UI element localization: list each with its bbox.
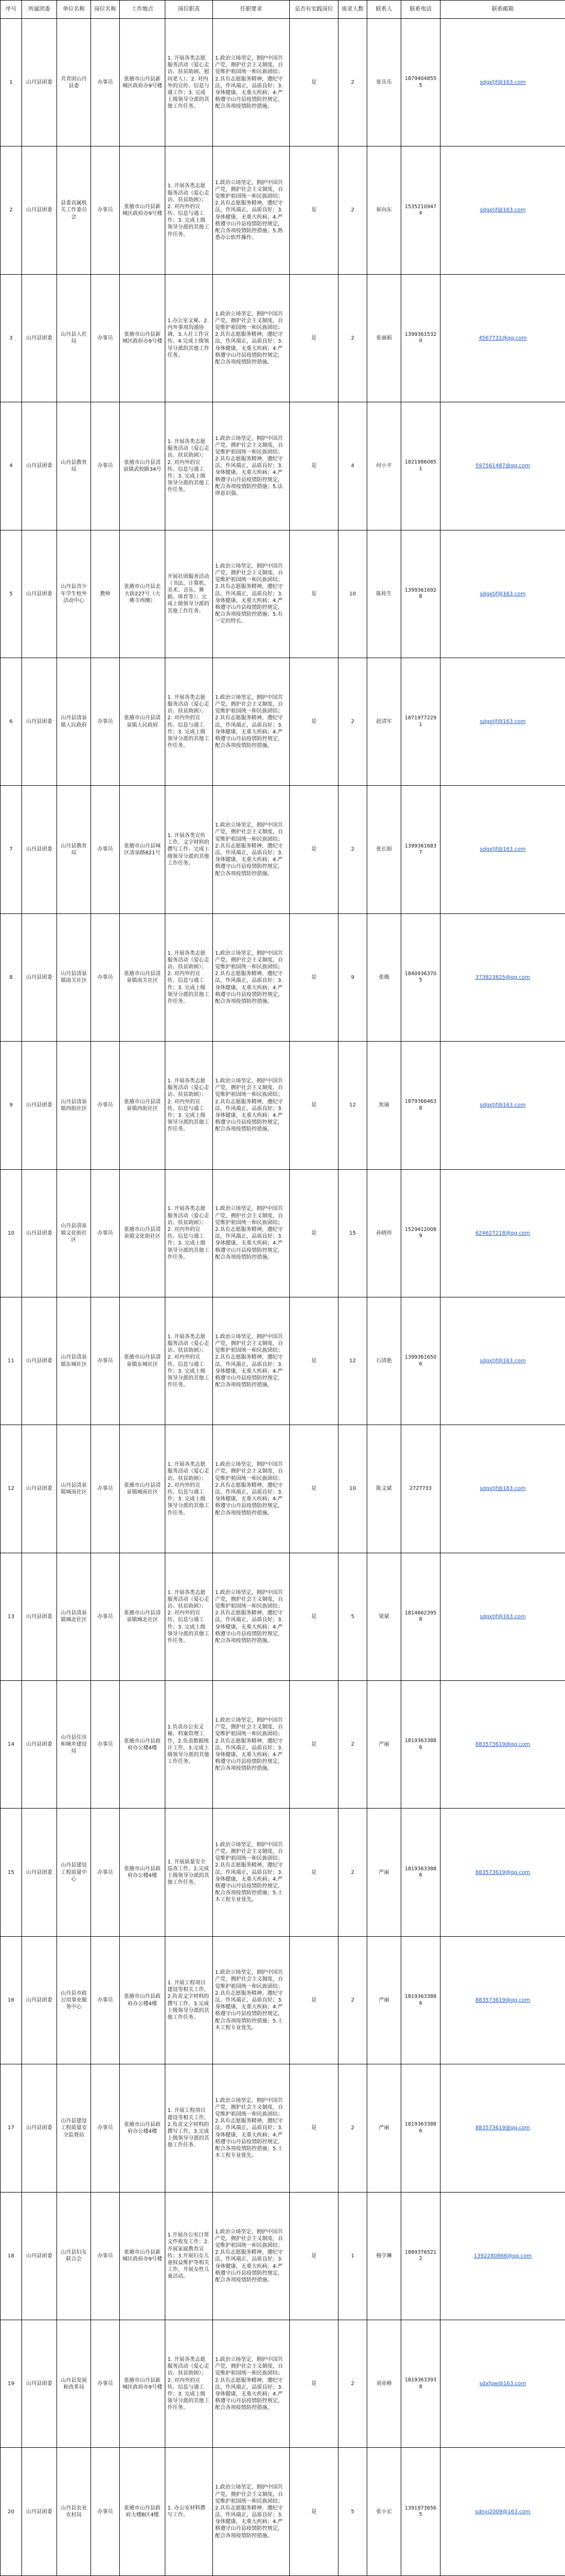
cell-practice: 是: [290, 786, 338, 913]
table-body: [1, 19, 565, 2576]
cell-unit: 山丹县清泉镇西街社区: [57, 1042, 91, 1169]
cell-email: [440, 1809, 565, 1936]
email-link[interactable]: sdgxtjf@163.com: [480, 719, 526, 725]
cell-practice: 是: [290, 402, 338, 530]
cell-org: 山丹县团委: [22, 2448, 57, 2575]
cell-contact: 张小宏: [367, 2448, 401, 2575]
cell-task: 1.政治立场坚定，拥护中国共产党，拥护社会主义制度，自觉维护祖国统一和民族团结；2.具有志愿服务精神，遵纪守法，作风端正，品质良好；3.身体健康，无重大疾病；4.严格遵守山丹县疫情防控规定，配合各项疫情防控措施。: [213, 19, 290, 146]
cell-contact: 石清艳: [367, 1297, 401, 1425]
cell-practice: 是: [290, 658, 338, 785]
table-row: [1, 1169, 565, 1297]
cell-no: 11: [1, 1297, 22, 1425]
email-link[interactable]: 4567731@qq.com: [479, 335, 527, 341]
email-link[interactable]: 883573619@qq.com: [476, 2125, 530, 2131]
cell-unit: 县委直属机关工作委员会: [57, 146, 91, 274]
cell-org: 山丹县团委: [22, 274, 57, 402]
cell-post: 办事员: [91, 2320, 120, 2448]
cell-unit: 山丹县清泉镇人民政府: [57, 658, 91, 785]
cell-place: 张掖市山丹县政府办公楼4楼: [120, 1936, 165, 2064]
cell-org: 山丹县团委: [22, 1297, 57, 1425]
cell-task: 1.政治立场坚定，拥护中国共产党，拥护社会主义制度，自觉维护祖国统一和民族团结；2.具有志愿服务精神，遵纪守法，作风端正，品质良好；3.身体健康，无重大疾病；4.严格遵守山丹县疫情防控规定，配合各项疫情防控措施；5.土木工程专业优先。: [213, 1936, 290, 2064]
cell-post: 教师: [91, 530, 120, 658]
table-row: [1, 1042, 565, 1169]
cell-post: 办事员: [91, 402, 120, 530]
table-row: [1, 658, 565, 785]
cell-place: 张掖市山丹县政府办公楼4楼: [120, 2064, 165, 2192]
cell-contact: 刘业峰: [367, 2320, 401, 2448]
cell-post: 办事员: [91, 2192, 120, 2320]
table-row: [1, 1809, 565, 1936]
cell-phone: 2727733: [401, 1425, 440, 1553]
cell-task: 1.政治立场坚定，拥护中国共产党，拥护社会主义制度，自觉维护祖国统一和民族团结；2.具有志愿服务精神，遵纪守法，作风端正，品质良好；3.身体健康，无重大疾病；4.严格遵守山丹县疫情防控规定，配合各项疫情防控措施；5.有一定的特长。: [213, 530, 290, 658]
cell-task: 1.政治立场坚定，拥护中国共产党，拥护社会主义制度，自觉维护祖国统一和民族团结；2.具有志愿服务精神，遵纪守法，作风端正，品质良好；3.身体健康，无重大疾病；4.严格遵守山丹县疫情防控规定，配合各项疫情防控措施。: [213, 1425, 290, 1553]
cell-no: 5: [1, 530, 22, 658]
cell-org: 山丹县团委: [22, 530, 57, 658]
cell-need: 5: [338, 1553, 367, 1680]
cell-duty: 1. 开展各类志愿服务活动（爱心走访、扶贫助困）；2. 对内外的宣传、信息与通工作；3. 完成上级领导分派的其他工作任务。: [165, 1553, 213, 1680]
cell-contact: 崔向东: [367, 146, 401, 274]
cell-contact: 杨学琳: [367, 2192, 401, 2320]
cell-email: [440, 1936, 565, 2064]
cell-no: 17: [1, 2064, 22, 2192]
cell-phone: 18193633886: [401, 1809, 440, 1936]
cell-duty: 1. 开展各类志愿服务活动（爱心走访、扶贫助困、慰问老人）；2. 对内外的宣传、信息与通工作；3. 完成上级领导分派的其他工作任务。: [165, 19, 213, 146]
cell-contact: 焦瑜: [367, 1042, 401, 1169]
cell-org: 山丹县团委: [22, 1042, 57, 1169]
cell-duty: 1. 开展各类志愿服务活动（爱心走访、扶贫助困）；2. 对内外的宣传、信息与通工作；3. 完成上级领导分派的其他工作任务。: [165, 1169, 213, 1297]
cell-place: 张掖市山丹县清泉镇武校路34号: [120, 402, 165, 530]
cell-no: 12: [1, 1425, 22, 1553]
cell-contact: 陈桂生: [367, 530, 401, 658]
cell-email: [440, 19, 565, 146]
cell-need: 2: [338, 274, 367, 402]
cell-phone: 18219860851: [401, 402, 440, 530]
cell-phone: 13993616837: [401, 786, 440, 913]
cell-practice: 是: [290, 2448, 338, 2575]
cell-no: 15: [1, 1809, 22, 1936]
cell-no: 4: [1, 402, 22, 530]
cell-practice: 是: [290, 530, 338, 658]
cell-phone: 18193633886: [401, 1681, 440, 1809]
header-need: 需求人数: [338, 1, 367, 19]
cell-unit: 山丹县建设工程质量中心: [57, 1809, 91, 1936]
cell-contact: 孙晓珍: [367, 1169, 401, 1297]
cell-phone: 18193633938: [401, 2320, 440, 2448]
cell-place: 张掖市山丹县新城区政府办9号楼: [120, 2320, 165, 2448]
cell-need: 1: [338, 2192, 367, 2320]
cell-task: 1.政治立场坚定，拥护中国共产党，拥护社会主义制度，自觉维护祖国统一和民族团结；2.具有志愿服务精神，遵纪守法，作风端正，品质良好；3.身体健康，无重大疾病；4.严格遵守山丹县疫情防控规定，配合各项疫情防控措施。: [213, 1042, 290, 1169]
cell-task: 1.政治立场坚定，拥护中国共产党，拥护社会主义制度，自觉维护祖国统一和民族团结；2.具有志愿服务精神，遵纪守法，作风端正，品质良好；3.身体健康，无重大疾病；4.严格遵守山丹县疫情防控规定，配合各项疫情防控措施；5.熟悉办公软件操作。: [213, 146, 290, 274]
header-row: [1, 1, 565, 19]
cell-task: 1.政治立场坚定，拥护中国共产党，拥护社会主义制度，自觉维护祖国统一和民族团结；2.具有志愿服务精神，遵纪守法，作风端正，品质良好；3.身体健康，无重大疾病；4.严格遵守山丹县疫情防控规定，配合各项疫情防控措施。: [213, 1681, 290, 1809]
cell-post: 办事员: [91, 146, 120, 274]
cell-post: 办事员: [91, 1681, 120, 1809]
cell-email: [440, 1425, 565, 1553]
cell-task: 1.政治立场坚定，拥护中国共产党，拥护社会主义制度，自觉维护祖国统一和民族团结；2.具有志愿服务精神，遵纪守法，作风端正，品质良好；3.身体健康，无重大疾病；4.严格遵守山丹县疫情防控规定，配合各项疫情防控措施。: [213, 274, 290, 402]
header-unit: 单位名称: [57, 1, 91, 19]
cell-need: 2: [338, 1936, 367, 2064]
cell-post: 办事员: [91, 1936, 120, 2064]
cell-phone: 13993616928: [401, 530, 440, 658]
cell-org: 山丹县团委: [22, 146, 57, 274]
email-link[interactable]: sdxfgw@163.com: [479, 2381, 526, 2387]
cell-contact: 张薇: [367, 913, 401, 1041]
table-row: [1, 274, 565, 402]
header-task: 任职要求: [213, 1, 290, 19]
table-row: [1, 146, 565, 274]
cell-post: 办事员: [91, 1297, 120, 1425]
cell-place: 张掖市山丹县新城区政府办9号楼: [120, 274, 165, 402]
cell-contact: 张丽娟: [367, 274, 401, 402]
cell-place: 张掖市山丹县清泉镇东城社区: [120, 1297, 165, 1425]
table-row: [1, 1553, 565, 1680]
email-link[interactable]: 883573619@qq.com: [476, 1997, 530, 2003]
cell-org: 山丹县团委: [22, 913, 57, 1041]
cell-contact: 严丽: [367, 1681, 401, 1809]
cell-practice: 是: [290, 274, 338, 402]
cell-no: 13: [1, 1553, 22, 1680]
cell-need: 10: [338, 1425, 367, 1553]
cell-place: 张掖市山丹县清泉镇南关社区: [120, 913, 165, 1041]
cell-unit: 山丹县教育局: [57, 402, 91, 530]
cell-duty: 1. 开展各类志愿服务活动（爱心走访、扶贫助困）；2. 对内外的宣传、信息与通工作；3. 完成上级领导分派的其他工作任务。: [165, 913, 213, 1041]
cell-no: 18: [1, 2192, 22, 2320]
cell-email: [440, 2448, 565, 2575]
cell-no: 10: [1, 1169, 22, 1297]
cell-phone: 18193633886: [401, 2064, 440, 2192]
cell-place: 张掖市山丹县政府办公楼4楼: [120, 1809, 165, 1936]
cell-place: 张掖市山丹县政府办公楼4楼: [120, 1681, 165, 1809]
header-phone: 联系电话: [401, 1, 440, 19]
cell-duty: 1. 开展各类志愿服务活动（爱心走访、扶贫助困）；2. 对内外的宣传、信息与通工作；3. 完成上级领导分派的其他工作任务。: [165, 1297, 213, 1425]
cell-contact: 严丽: [367, 1936, 401, 2064]
cell-need: 12: [338, 1297, 367, 1425]
cell-email: [440, 786, 565, 913]
email-link[interactable]: 883573619@qq.com: [476, 1742, 530, 1747]
header-email: 联系邮箱: [440, 1, 565, 19]
cell-practice: 是: [290, 1042, 338, 1169]
cell-phone: 18146623958: [401, 1553, 440, 1680]
cell-unit: 山丹县清泉镇东城社区: [57, 1297, 91, 1425]
cell-unit: 山丹县建设工程质量安全监督站: [57, 2064, 91, 2192]
cell-unit: 山丹县清泉镇南关社区: [57, 913, 91, 1041]
cell-practice: 是: [290, 2064, 338, 2192]
cell-phone: 13993616506: [401, 1297, 440, 1425]
cell-duty: 1. 开展各类志愿服务活动（爱心走访、扶贫助困）；2. 对内外的宣传、信息与通工作；3. 完成上级领导分派的其他工作任务。: [165, 1042, 213, 1169]
cell-practice: 是: [290, 1809, 338, 1936]
cell-place: 张掖市山丹县北大街227号（大佛寺西侧）: [120, 530, 165, 658]
table-row: [1, 1297, 565, 1425]
cell-task: 1.政治立场坚定，拥护中国共产党，拥护社会主义制度，自觉维护祖国统一和民族团结；2.具有志愿服务精神，遵纪守法，作风端正，品质良好；3.身体健康，无重大疾病；4.严格遵守山丹县疫情防控规定，配合各项疫情防控措施；5.法律意识强。: [213, 402, 290, 530]
cell-phone: 18719772291: [401, 658, 440, 785]
email-link[interactable]: sdgxtjf@163.com: [480, 207, 526, 213]
cell-org: 山丹县团委: [22, 2064, 57, 2192]
cell-task: 1.政治立场坚定，拥护中国共产党，拥护社会主义制度，自觉维护祖国统一和民族团结；2.具有志愿服务精神，遵纪守法，作风端正，品质良好；3.身体健康，无重大疾病；4.严格遵守山丹县疫情防控规定，配合各项疫情防控措施。: [213, 2192, 290, 2320]
cell-duty: 1.办公室文秘、2.内外事项沟通协调、3.人社工作宣传、4.完成上级领导分派的其他工作任务。: [165, 274, 213, 402]
cell-phone: 18794048555: [401, 19, 440, 146]
cell-unit: 山丹县发展和改革局: [57, 2320, 91, 2448]
cell-task: 1.政治立场坚定，拥护中国共产党，拥护社会主义制度，自觉维护祖国统一和民族团结；2.具有志愿服务精神，遵纪守法，作风端正，品质良好；3.身体健康，无重大疾病；4.严格遵守山丹县疫情防控规定，配合各项疫情防控措施。: [213, 1297, 290, 1425]
cell-contact: 何小平: [367, 402, 401, 530]
email-link[interactable]: sdgxtjf@163.com: [480, 846, 526, 852]
cell-email: [440, 2064, 565, 2192]
cell-need: 9: [338, 913, 367, 1041]
cell-need: 2: [338, 146, 367, 274]
cell-duty: 1. 开展各类志愿服务活动（爱心走访、扶贫助困）；2. 对内外的宣传、信息与通工作；3. 完成上级领导分派的其他工作任务。: [165, 402, 213, 530]
email-link[interactable]: sdgxtjf@163.com: [480, 1614, 526, 1620]
email-link[interactable]: sdgxtjf@163.com: [480, 1102, 526, 1108]
email-link[interactable]: 373823825@qq.com: [476, 975, 530, 980]
cell-org: 山丹县团委: [22, 2320, 57, 2448]
email-link[interactable]: sdnyj2009@163.com: [475, 2509, 530, 2515]
cell-task: 1.政治立场坚定，拥护中国共产党，拥护社会主义制度，自觉维护祖国统一和民族团结；2.具有志愿服务精神，遵纪守法，作风端正，品质良好；3.身体健康，无重大疾病；4.严格遵守山丹县疫情防控规定，配合各项疫情防控措施。: [213, 786, 290, 913]
cell-contact: 张乐乐: [367, 19, 401, 146]
cell-place: 张掖市山丹县清泉镇文化街社区: [120, 1169, 165, 1297]
cell-org: 山丹县团委: [22, 2192, 57, 2320]
header-contact: 联系人: [367, 1, 401, 19]
cell-place: 张掖市山丹县清泉镇城北社区: [120, 1553, 165, 1680]
cell-need: 5: [338, 2448, 367, 2575]
cell-contact: 张长娟: [367, 786, 401, 913]
table-row: [1, 2448, 565, 2575]
table-row: [1, 2320, 565, 2448]
cell-org: 山丹县团委: [22, 1809, 57, 1936]
cell-need: 2: [338, 2064, 367, 2192]
email-link[interactable]: sdgxtjf@163.com: [480, 80, 526, 85]
email-link[interactable]: sdgxtjf@163.com: [480, 1358, 526, 1364]
cell-need: 4: [338, 402, 367, 530]
email-link[interactable]: sdgxtjf@163.com: [480, 591, 526, 597]
cell-place: 张掖市山丹县城区清泉路821号: [120, 786, 165, 913]
table-row: [1, 402, 565, 530]
cell-email: [440, 913, 565, 1041]
cell-need: 2: [338, 19, 367, 146]
cell-post: 办事员: [91, 1042, 120, 1169]
cell-unit: 山丹县教育局: [57, 786, 91, 913]
cell-org: 山丹县团委: [22, 1169, 57, 1297]
cell-place: 张掖市山丹县政府大楼B区4楼: [120, 2448, 165, 2575]
cell-duty: 1. 开展质量安全巡查工作，2.完成上级领导分派的其他工作任务。: [165, 1809, 213, 1936]
cell-email: [440, 2320, 565, 2448]
cell-need: 2: [338, 1809, 367, 1936]
cell-task: 1.政治立场坚定，拥护中国共产党，拥护社会主义制度，自觉维护祖国统一和民族团结；2.具有志愿服务精神，遵纪守法，作风端正，品质良好；3.身体健康，无重大疾病；4.严格遵守山丹县疫情防控规定，配合各项疫情防控措施。: [213, 1169, 290, 1297]
header-post: 岗位名称: [91, 1, 120, 19]
cell-need: 2: [338, 2320, 367, 2448]
cell-org: 山丹县团委: [22, 786, 57, 913]
cell-unit: 山丹县住房和城乡建设局: [57, 1681, 91, 1809]
table-row: [1, 786, 565, 913]
cell-contact: 陈文斌: [367, 1425, 401, 1553]
header-duty: 岗位职责: [165, 1, 213, 19]
table-row: [1, 913, 565, 1041]
cell-email: [440, 146, 565, 274]
cell-duty: 开展社团服务活动（书法、计算机、美术、音乐、舞蹈、体育等）；完成上级领导分派的其他工作任务。: [165, 530, 213, 658]
cell-post: 办事员: [91, 913, 120, 1041]
header-practice: 是否有实践岗位: [290, 1, 338, 19]
table-row: [1, 1936, 565, 2064]
cell-task: 1.政治立场坚定，拥护中国共产党，拥护社会主义制度，自觉维护祖国统一和民族团结；2.具有志愿服务精神，遵纪守法，作风端正，品质良好；3.身体健康，无重大疾病；4.严格遵守山丹县疫情防控规定，配合各项疫情防控措施。: [213, 1553, 290, 1680]
cell-phone: 18793664638: [401, 1042, 440, 1169]
cell-no: 3: [1, 274, 22, 402]
cell-task: 1.政治立场坚定，拥护中国共产党，拥护社会主义制度，自觉维护祖国统一和民族团结；2.具有志愿服务精神，遵纪守法，作风端正，品质良好；3.身体健康，无重大疾病；4.严格遵守山丹县疫情防控规定，配合各项疫情防控措施。: [213, 2320, 290, 2448]
cell-phone: 18409363705: [401, 913, 440, 1041]
cell-email: [440, 1169, 565, 1297]
cell-place: 张掖市山丹县新城区政府办9号楼: [120, 2192, 165, 2320]
cell-org: 山丹县团委: [22, 1681, 57, 1809]
email-link[interactable]: 597561487@qq.com: [476, 463, 530, 469]
cell-duty: 1. 开展各类志愿服务活动（爱心走访、扶贫助困）；2. 对内外的宣传、信息与通工作；3. 完成上级领导分派的其他工作任务。: [165, 2320, 213, 2448]
cell-place: 张掖市山丹县清泉镇人民政府: [120, 658, 165, 785]
email-link[interactable]: 624627218@qq.com: [476, 1230, 530, 1236]
cell-unit: 山丹县妇女联合会: [57, 2192, 91, 2320]
cell-task: 1.政治立场坚定，拥护中国共产党，拥护社会主义制度，自觉维护祖国统一和民族团结；2.具有志愿服务精神，遵纪守法，作风端正，品质良好；3.身体健康，无重大疾病；4.严格遵守山丹县疫情防控规定，配合各项疫情防控措施。: [213, 658, 290, 785]
cell-duty: 1. 开展各类宣传工作、文字材料的撰写工作、完成上级领导分派的其他工作任务。: [165, 786, 213, 913]
cell-no: 8: [1, 913, 22, 1041]
cell-phone: 18193633886: [401, 1936, 440, 2064]
cell-post: 办事员: [91, 19, 120, 146]
cell-task: 1.政治立场坚定，拥护中国共产党，拥护社会主义制度，自觉维护祖国统一和民族团结；2.具有志愿服务精神，遵纪守法，作风端正，品质良好；3.身体健康，无重大疾病；4.严格遵守山丹县疫情防控规定，配合各项疫情防控措施。: [213, 913, 290, 1041]
cell-email: [440, 1681, 565, 1809]
cell-task: 1.政治立场坚定，拥护中国共产党，拥护社会主义制度，自觉维护祖国统一和民族团结；2.具有志愿服务精神，遵纪守法，作风端正，品质良好；3.身体健康，无重大疾病；4.严格遵守山丹县疫情防控规定，配合各项疫情防控措施；5.土木工程专业优先。: [213, 2064, 290, 2192]
cell-unit: 山丹县青少年学生校外活动中心: [57, 530, 91, 658]
cell-need: 2: [338, 1681, 367, 1809]
cell-post: 办事员: [91, 2448, 120, 2575]
cell-duty: 1.负责办公室文秘、档案管理工作，2.负责数据统计工作，3.完成上级领导分派的其他工作任务。: [165, 1681, 213, 1809]
cell-phone: 13993615320: [401, 274, 440, 402]
cell-org: 山丹县团委: [22, 1936, 57, 2064]
cell-phone: 18893765212: [401, 2192, 440, 2320]
cell-no: 2: [1, 146, 22, 274]
cell-post: 办事员: [91, 274, 120, 402]
cell-unit: 山丹县农业农村局: [57, 2448, 91, 2575]
cell-email: [440, 1042, 565, 1169]
cell-place: 张掖市山丹县新城区政府办9号楼: [120, 146, 165, 274]
cell-email: [440, 274, 565, 402]
cell-duty: 1. 开展各类志愿服务活动（爱心走访、扶贫助困）；2. 对内外的宣传、信息与通工作；3. 完成上级领导分派的其他工作任务。: [165, 146, 213, 274]
cell-duty: 1. 开展各类志愿服务活动（爱心走访、扶贫助困）；2. 对内外的宣传、信息与通工作；3. 完成上级领导分派的其他工作任务。: [165, 658, 213, 785]
email-link[interactable]: sdgxtjf@163.com: [480, 1486, 526, 1492]
cell-practice: 是: [290, 1681, 338, 1809]
table-row: [1, 1681, 565, 1809]
cell-email: [440, 402, 565, 530]
cell-phone: 13919736565: [401, 2448, 440, 2575]
cell-practice: 是: [290, 2320, 338, 2448]
cell-duty: 1. 开展工程项目建设等相关工作，2.负责文字材料的撰写工作，3.完成上级领导分派的其他工作任务。: [165, 1936, 213, 2064]
cell-task: 1.政治立场坚定，拥护中国共产党，拥护社会主义制度，自觉维护祖国统一和民族团结；2.具有志愿服务精神，遵纪守法，作风端正，品质良好；3.身体健康，无重大疾病；4.严格遵守山丹县疫情防控规定，配合各项疫情防控措施。: [213, 2448, 290, 2575]
cell-practice: 是: [290, 1169, 338, 1297]
email-link[interactable]: 1392280866@qq.com: [474, 2253, 532, 2259]
cell-need: 2: [338, 658, 367, 785]
cell-unit: 山丹县清泉镇文化街社区: [57, 1169, 91, 1297]
cell-contact: 梁斌: [367, 1553, 401, 1680]
cell-no: 19: [1, 2320, 22, 2448]
cell-unit: 山丹县人社局: [57, 274, 91, 402]
cell-practice: 是: [290, 1425, 338, 1553]
cell-duty: 1. 办公室材料撰写工作。: [165, 2448, 213, 2575]
cell-practice: 是: [290, 1297, 338, 1425]
header-place: 工作地点: [120, 1, 165, 19]
cell-unit: 山丹县清泉镇城南社区: [57, 1425, 91, 1553]
table-row: [1, 1425, 565, 1553]
cell-email: [440, 2192, 565, 2320]
cell-duty: 1. 开展工程项目建设等相关工作，2.负责文字材料的撰写工作，3.完成上级领导分派的其他工作任务。: [165, 2064, 213, 2192]
cell-practice: 是: [290, 19, 338, 146]
cell-email: [440, 1297, 565, 1425]
header-org: 所属团委: [22, 1, 57, 19]
cell-contact: 严丽: [367, 1809, 401, 1936]
cell-place: 张掖市山丹县清泉镇西街社区: [120, 1042, 165, 1169]
cell-phone: 15294120089: [401, 1169, 440, 1297]
cell-unit: 共青团山丹县委: [57, 19, 91, 146]
cell-org: 山丹县团委: [22, 1553, 57, 1680]
cell-place: 张掖市山丹县清泉镇城南社区: [120, 1425, 165, 1553]
cell-org: 山丹县团委: [22, 19, 57, 146]
cell-email: [440, 658, 565, 785]
cell-post: 办事员: [91, 1169, 120, 1297]
cell-task: 1.政治立场坚定，拥护中国共产党，拥护社会主义制度，自觉维护祖国统一和民族团结；2.具有志愿服务精神，遵纪守法，作风端正，品质良好；3.身体健康，无重大疾病；4.严格遵守山丹县疫情防控规定，配合各项疫情防控措施；5.土木工程专业优先。: [213, 1809, 290, 1936]
cell-no: 14: [1, 1681, 22, 1809]
cell-practice: 是: [290, 1936, 338, 2064]
cell-email: [440, 1553, 565, 1680]
table-row: [1, 2192, 565, 2320]
cell-practice: 是: [290, 1553, 338, 1680]
header-no: 序号: [1, 1, 22, 19]
cell-no: 7: [1, 786, 22, 913]
cell-post: 办事员: [91, 1809, 120, 1936]
cell-no: 1: [1, 19, 22, 146]
cell-need: 15: [338, 1169, 367, 1297]
cell-org: 山丹县团委: [22, 658, 57, 785]
cell-post: 办事员: [91, 1425, 120, 1553]
cell-need: 12: [338, 1042, 367, 1169]
cell-duty: 1.开展办公室日常文件收发工作；2.开展家庭教育宣传；3.开展妇女儿童权益维护等相关工作，开展女性儿童活动。: [165, 2192, 213, 2320]
cell-practice: 是: [290, 913, 338, 1041]
cell-no: 20: [1, 2448, 22, 2575]
cell-post: 办事员: [91, 658, 120, 785]
cell-unit: 山丹县清泉镇城北社区: [57, 1553, 91, 1680]
cell-no: 6: [1, 658, 22, 785]
table-row: [1, 19, 565, 146]
cell-place: 张掖市山丹县新城区政府办9号楼: [120, 19, 165, 146]
cell-practice: 是: [290, 2192, 338, 2320]
table-row: [1, 2064, 565, 2192]
cell-post: 办事员: [91, 2064, 120, 2192]
cell-practice: 是: [290, 146, 338, 274]
cell-duty: 1. 开展各类志愿服务活动（爱心走访、扶贫助困）；2. 对内外的宣传、信息与通工作；3. 完成上级领导分派的其他工作任务。: [165, 1425, 213, 1553]
cell-unit: 山丹县市政公用事业服务中心: [57, 1936, 91, 2064]
cell-need: 2: [338, 786, 367, 913]
cell-email: [440, 530, 565, 658]
cell-phone: 15352109474: [401, 146, 440, 274]
cell-need: 10: [338, 530, 367, 658]
cell-org: 山丹县团委: [22, 1425, 57, 1553]
cell-no: 9: [1, 1042, 22, 1169]
cell-no: 16: [1, 1936, 22, 2064]
cell-post: 办事员: [91, 786, 120, 913]
table-row: [1, 530, 565, 658]
cell-contact: 严丽: [367, 2064, 401, 2192]
cell-contact: 赵清军: [367, 658, 401, 785]
cell-post: 办事员: [91, 1553, 120, 1680]
cell-org: 山丹县团委: [22, 402, 57, 530]
email-link[interactable]: 883573619@qq.com: [476, 1870, 530, 1875]
